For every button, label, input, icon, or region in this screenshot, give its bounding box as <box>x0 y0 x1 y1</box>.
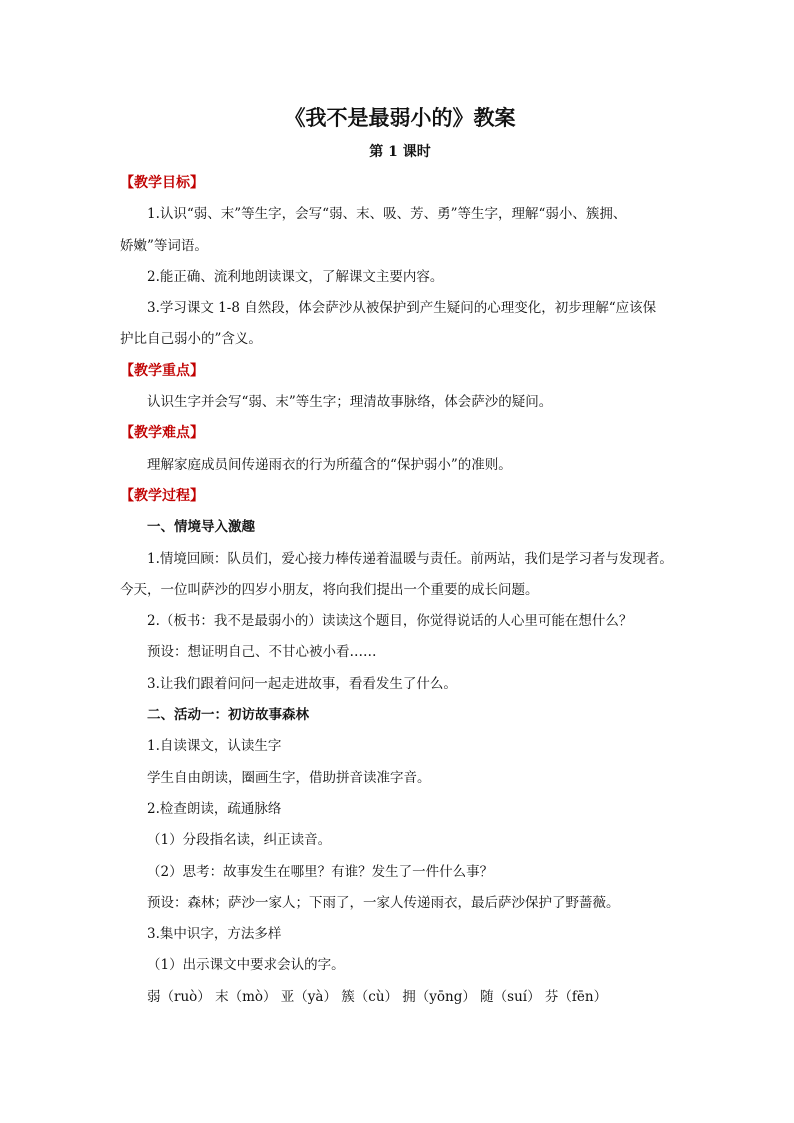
document-title: 《我不是最弱小的》教案 <box>284 105 516 130</box>
part-2-title: 二、活动一：初访故事森林 <box>147 707 309 724</box>
part-2-step-2-preset: 预设：森林；萨沙一家人；下雨了，一家人传递雨衣，最后萨沙保护了野蔷薇。 <box>147 894 620 911</box>
part-1-item-1-line-2: 今天，一位叫萨沙的四岁小朋友，将向我们提出一个重要的成长问题。 <box>120 581 539 598</box>
objective-1-line-1: 1.认识“弱、末”等生字，会写“弱、末、吸、芳、勇”等生字，理解“弱小、簇拥、 <box>147 206 627 223</box>
objective-3-line-2: 护比自己弱小的”含义。 <box>120 331 262 348</box>
part-2-step-2-sub-2: （2）思考：故事发生在哪里？有谁？发生了一件什么事？ <box>147 863 494 880</box>
part-1-item-1-line-1: 1.情境回顾：队员们，爱心接力棒传递着温暖与责任。前两站，我们是学习者与发现者。 <box>147 550 673 567</box>
process-heading: 【教学过程】 <box>120 487 204 504</box>
document-page <box>120 98 680 1013</box>
objective-3-line-1: 3.学习课文 1-8 自然段，体会萨沙从被保护到产生疑问的心理变化，初步理解“应该保 <box>147 300 657 317</box>
part-2-step-3-sub-1: （1）出示课文中要求会认的字。 <box>147 957 345 974</box>
objectives-heading: 【教学目标】 <box>120 175 204 191</box>
part-2-step-2: 2.检查朗读，疏通脉络 <box>147 800 282 817</box>
part-1-item-2: 2.（板书：我不是最弱小的）读读这个题目，你觉得说话的人心里可能在想什么？ <box>147 613 633 630</box>
objective-2: 2.能正确、流利地朗读课文，了解课文主要内容。 <box>147 268 444 285</box>
part-2-step-3: 3.集中识字，方法多样 <box>147 926 282 943</box>
objective-1-line-2: 娇嫩”等词语。 <box>120 237 208 254</box>
lesson-period: 第 1 课时 <box>369 144 431 160</box>
part-2-step-2-sub-1: （1）分段指名读，纠正读音。 <box>147 832 332 849</box>
difficulties-heading: 【教学难点】 <box>120 425 204 442</box>
difficulties-text: 理解家庭成员间传递雨衣的行为所蕴含的“保护弱小”的准则。 <box>147 456 512 473</box>
character-list: 弱（ruò） 末（mò） 亚（yà） 簇（cù） 拥（yōng） 随（suí） 芬（fēn） <box>147 988 608 1005</box>
key-points-text: 认识生字并会写“弱、末”等生字；理清故事脉络，体会萨沙的疑问。 <box>147 394 553 411</box>
key-points-heading: 【教学重点】 <box>120 362 204 379</box>
part-1-item-2-preset: 预设：想证明自己、不甘心被小看…… <box>147 644 377 661</box>
part-1-title: 一、情境导入激趣 <box>147 519 255 536</box>
document-body <box>120 168 680 1013</box>
part-1-item-3: 3.让我们跟着问问一起走进故事，看看发生了什么。 <box>147 675 457 692</box>
part-2-step-1-text: 学生自由朗读，圈画生字，借助拼音读准字音。 <box>147 769 431 786</box>
part-2-step-1: 1.自读课文，认读生字 <box>147 738 282 755</box>
